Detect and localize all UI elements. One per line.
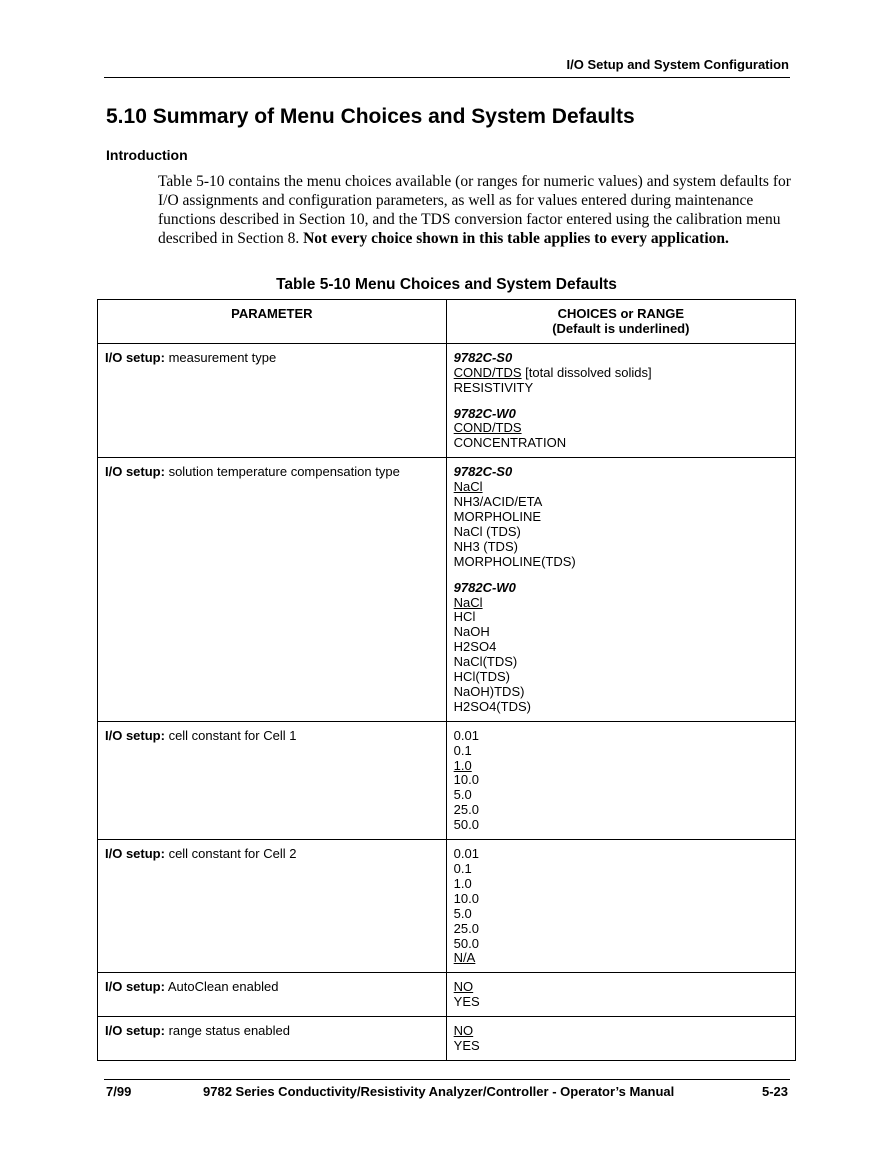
footer-date: 7/99 (106, 1084, 132, 1099)
model-label: 9782C-S0 (453, 464, 513, 480)
table-row (98, 1017, 796, 1061)
choice-item (454, 610, 788, 625)
choice-text: NaCl(TDS) (453, 654, 518, 670)
table-header-row (98, 300, 796, 344)
choice-text: 5.0 (453, 787, 472, 803)
choices-column-header (446, 300, 795, 344)
default-choice: NaCl (453, 594, 483, 610)
choices-cell (446, 840, 795, 973)
choice-text: YES (453, 994, 480, 1010)
choice-item (454, 480, 788, 495)
table-row (98, 973, 796, 1017)
footer-manual-title: 9782 Series Conductivity/Resistivity Analyzer/Controller - Operator’s Manual (203, 1084, 675, 1099)
parameter-prefix: I/O setup: (105, 727, 165, 743)
choice-item (454, 1039, 788, 1054)
section-title: 5.10 Summary of Menu Choices and System Defaults (106, 105, 635, 128)
choice-text: 25.0 (453, 920, 479, 936)
choice-text: HCl (453, 609, 476, 625)
footer-rule (104, 1079, 790, 1080)
block-spacer (454, 396, 788, 407)
parameter-prefix: I/O setup: (105, 464, 165, 480)
parameter-prefix: I/O setup: (105, 349, 165, 365)
choices-cell (446, 721, 795, 839)
choice-item (454, 847, 788, 862)
choice-text: YES (453, 1038, 480, 1054)
default-choice: NO (453, 979, 474, 995)
choice-item (454, 670, 788, 685)
choice-text: NaCl (TDS) (453, 523, 521, 539)
default-choice: COND/TDS (453, 364, 522, 380)
choice-text: MORPHOLINE(TDS) (453, 553, 576, 569)
choice-item (454, 640, 788, 655)
choice-text: 1.0 (453, 875, 472, 891)
choice-item (454, 381, 788, 396)
parameter-prefix: I/O setup: (105, 846, 165, 862)
choice-item (454, 877, 788, 892)
choice-text: NaOH)TDS) (453, 683, 525, 699)
parameter-cell (98, 721, 447, 839)
choice-item (454, 1024, 788, 1039)
choice-note: [total dissolved solids] (521, 364, 652, 380)
choice-item (454, 525, 788, 540)
choice-text: 0.1 (453, 742, 472, 758)
choice-item (454, 744, 788, 759)
parameter-name: cell constant for Cell 2 (164, 846, 297, 862)
choice-item (454, 980, 788, 995)
choices-header-note: (Default is underlined) (552, 320, 690, 336)
choice-item (454, 510, 788, 525)
parameter-prefix: I/O setup: (105, 979, 165, 995)
table-row (98, 840, 796, 973)
choice-item (454, 655, 788, 670)
default-choice: N/A (453, 950, 476, 966)
choice-item (454, 862, 788, 877)
choice-text: NH3/ACID/ETA (453, 494, 543, 510)
choice-item (454, 892, 788, 907)
parameter-cell (98, 343, 447, 457)
table-caption: Table 5-10 Menu Choices and System Defaults (276, 276, 617, 293)
model-label: 9782C-S0 (453, 349, 513, 365)
choice-text: H2SO4 (453, 639, 497, 655)
choice-item (454, 700, 788, 715)
choice-item (454, 421, 788, 436)
choice-item (454, 729, 788, 744)
parameter-cell (98, 973, 447, 1017)
choice-text: NaOH (453, 624, 490, 640)
parameter-name: measurement type (164, 349, 277, 365)
choice-text: 10.0 (453, 772, 479, 788)
intro-bold-text: Not every choice shown in this table applies to every application. (303, 230, 729, 247)
choice-text: HCl(TDS) (453, 669, 510, 685)
model-label: 9782C-W0 (453, 405, 516, 421)
parameter-name: cell constant for Cell 1 (164, 727, 297, 743)
choice-item (454, 995, 788, 1010)
choice-item (454, 366, 788, 381)
choice-text: CONCENTRATION (453, 435, 567, 451)
parameter-cell (98, 840, 447, 973)
model-label: 9782C-W0 (453, 579, 516, 595)
parameter-column-header (98, 300, 447, 344)
choice-text: RESISTIVITY (453, 379, 534, 395)
choices-cell (446, 458, 795, 722)
parameter-header-label: PARAMETER (231, 306, 313, 321)
parameter-name: solution temperature compensation type (164, 464, 400, 480)
choice-text: NH3 (TDS) (453, 538, 518, 554)
intro-paragraph (158, 172, 793, 248)
choice-item (454, 951, 788, 966)
table-row (98, 458, 796, 722)
choice-item (454, 596, 788, 611)
choice-text: MORPHOLINE (453, 508, 542, 524)
default-choice: COND/TDS (453, 420, 522, 436)
choices-header-label: CHOICES or RANGE (557, 306, 685, 321)
choice-item (454, 555, 788, 570)
default-choice: 1.0 (453, 757, 472, 773)
parameter-name: AutoClean enabled (164, 979, 279, 995)
choice-item (454, 436, 788, 451)
choice-text: 10.0 (453, 890, 479, 906)
choice-item (454, 759, 788, 774)
default-choice: NaCl (453, 479, 483, 495)
choice-item (454, 685, 788, 700)
header-rule (104, 77, 790, 78)
choices-cell (446, 973, 795, 1017)
choice-item (454, 625, 788, 640)
table-row (98, 343, 796, 457)
choices-cell (446, 343, 795, 457)
choice-item (454, 937, 788, 952)
choice-item (454, 922, 788, 937)
parameter-name: range status enabled (164, 1023, 290, 1039)
parameter-prefix: I/O setup: (105, 1023, 165, 1039)
choice-item (454, 818, 788, 833)
choice-item (454, 495, 788, 510)
choice-text: 50.0 (453, 935, 479, 951)
choice-text: 0.1 (453, 861, 472, 876)
intro-text: Table 5-10 contains the menu choices available (or ranges for numeric values) and system defaults for I/O assignments and configuration parameters, as well as for values entered during maintenance functions described in Section 10, and the TDS conversion factor entered using the calibration menu described in Section 8. (158, 173, 791, 247)
parameter-cell (98, 1017, 447, 1061)
intro-heading: Introduction (106, 147, 188, 163)
choice-item (454, 773, 788, 788)
choice-text: 0.01 (453, 727, 479, 743)
choice-item (454, 788, 788, 803)
block-spacer (454, 570, 788, 581)
default-choice: NO (453, 1023, 474, 1039)
choice-text: 0.01 (453, 846, 479, 862)
choice-text: 50.0 (453, 817, 479, 833)
choices-cell (446, 1017, 795, 1061)
choice-text: 25.0 (453, 802, 479, 818)
footer-page-number: 5-23 (761, 1084, 788, 1099)
table-row (98, 721, 796, 839)
choice-text: H2SO4(TDS) (453, 698, 531, 714)
choice-item (454, 540, 788, 555)
choice-item (454, 803, 788, 818)
parameter-cell (98, 458, 447, 722)
choice-text: 5.0 (453, 905, 472, 921)
choice-item (454, 907, 788, 922)
menu-choices-table (97, 299, 796, 1061)
running-header: I/O Setup and System Configuration (566, 57, 789, 72)
